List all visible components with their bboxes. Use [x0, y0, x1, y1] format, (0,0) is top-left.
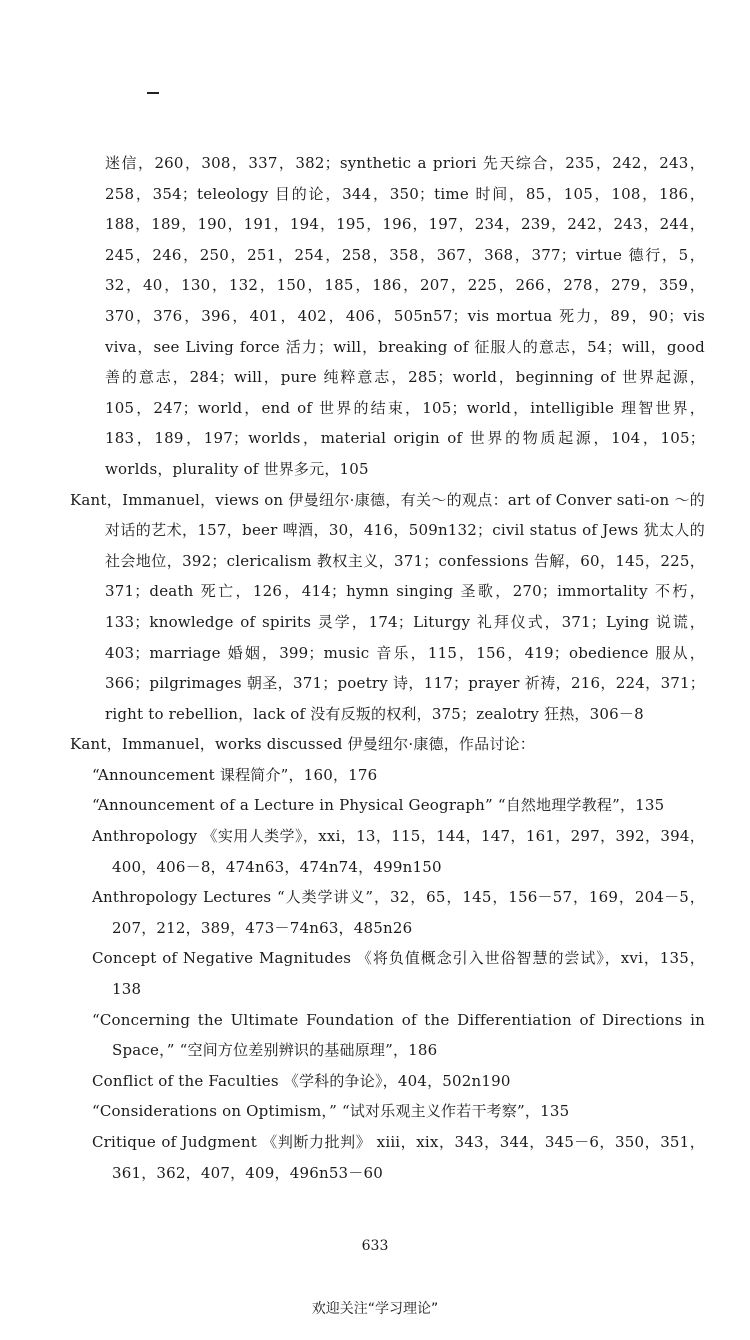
index-body [60, 148, 705, 1188]
stray-mark [147, 92, 159, 94]
index-subentry: Conflict of the Faculties 《学科的争论》，404，502n190 [92, 1071, 511, 1090]
index-subentry: Concept of Negative Magnitudes 《将负值概念引入世俗智慧的尝试》，xvi，135，138 [92, 949, 705, 999]
index-subentry: “Announcement 课程简介”，160，176 [92, 765, 378, 784]
index-entry-kant-works: Kant，Immanuel，works discussed 伊曼纽尔·康德，作品讨论： [70, 735, 535, 754]
index-entry-kant-views: Kant，Immanuel，views on 伊曼纽尔·康德，有关～的观点：art of Conver sati-on ～的对话的艺术，157，beer 啤酒，30，416，509n132；civil status of Jews 犹太人的社会地位，392；clericalism 教权主义，371；confessions 告解，60，145，225，371；death 死亡，126，414；hymn singing 圣歌，270；immortality 不朽，133；knowledge of spirits 灵学，174；Liturgy 礼拜仪式，371；Lying 说谎，403；marriage 婚姻，399；music 音乐，115，156，419；obedience 服从，366；pilgrimages 朝圣，371；poetry 诗，117；prayer 祈祷，216，224，371；right to rebellion，lack of 没有反叛的权利，375；zealotry 狂热，306－8 [70, 490, 705, 723]
footer-note: 欢迎关注“学习理论” [311, 1301, 439, 1317]
index-subentry: Anthropology Lectures “人类学讲义”，32，65，145，156－57，169，204－5，207，212，389，473－74n63，485n26 [92, 888, 705, 937]
index-entry-continuation: 迷信，260，308，337，382；synthetic a priori 先天综合，235，242，243，258，354；teleology 目的论，344，350；time 时间，85，105，108，186，188，189，190，191，194，195，196，197，234，239，242，243，244，245，246，250，251，254，258，358，367，368，377；virtue 德行，5，32，40，130，132，150，185，186，207，225，266，278，279，359，370，376，396，401，402，406，505n57；vis mortua 死力，89，90；vis viva，see Living force 活力；will，breaking of 征服人的意志，54；will，good 善的意志，284；will，pure 纯粹意志，285；world，beginning of 世界起源，105，247；world，end of 世界的结束，105；world，intelligible 理智世界，183，189，197；worlds，material origin of 世界的物质起源，104，105；worlds，plurality of 世界多元，105 [105, 154, 705, 478]
index-subentry: “Concerning the Ultimate Foundation of the Differentiation of Directions in Space，” “空间方位差别辨识的基础原理”，186 [92, 1010, 705, 1060]
index-subentry: Critique of Judgment 《判断力批判》 xiii，xix，343，344，345－6，350，351，361，362，407，409，496n53－60 [92, 1133, 705, 1182]
index-subentry: “Announcement of a Lecture in Physical Geograph” “自然地理学教程”，135 [92, 796, 665, 815]
index-subentry: “Considerations on Optimism，” “试对乐观主义作若干考察”，135 [92, 1102, 570, 1121]
page-number: 633 [361, 1238, 389, 1254]
index-subentry: Anthropology 《实用人类学》，xxi，13，115，144，147，161，297，392，394，400，406－8，474n63，474n74，499n150 [92, 827, 705, 876]
